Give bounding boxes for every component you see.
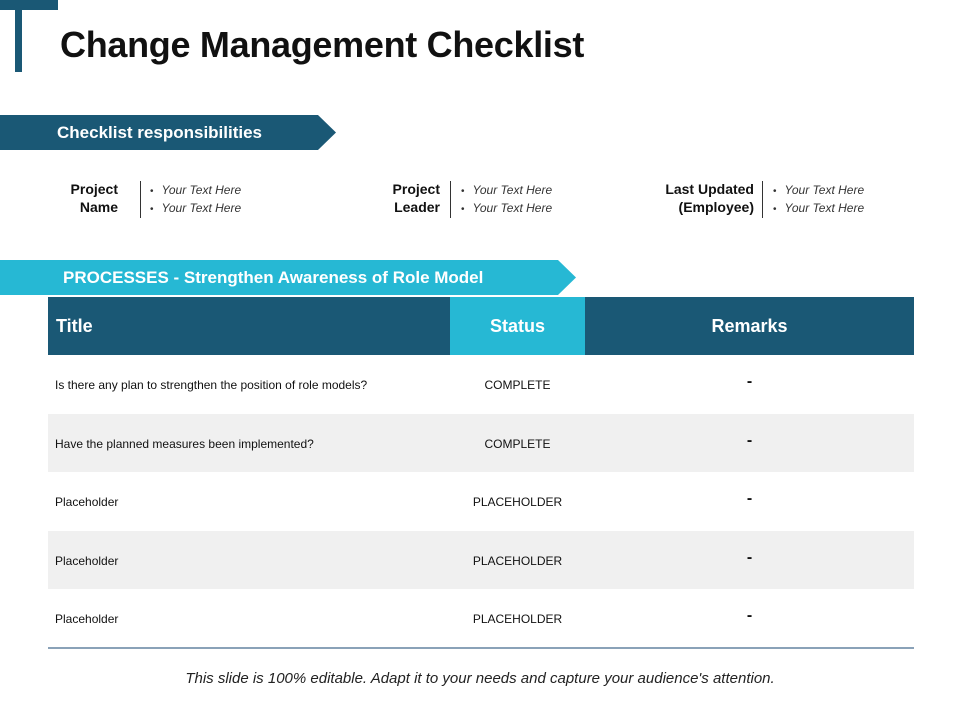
table-row (48, 355, 914, 414)
resp-divider (762, 181, 763, 218)
table-bottom-rule (48, 647, 914, 649)
resp-group-project-leader (360, 180, 620, 220)
table-row (48, 531, 914, 590)
cell-status: PLACEHOLDER (472, 612, 563, 627)
header-remarks: Remarks (585, 297, 914, 355)
resp-list (773, 182, 864, 218)
resp-item: • Your Text Here (150, 182, 241, 200)
cell-remark: - (746, 373, 753, 390)
corner-logo-mark (0, 0, 60, 75)
resp-list (461, 182, 552, 218)
resp-list (150, 182, 241, 218)
cell-remark: - (746, 490, 753, 508)
resp-item: • Your Text Here (773, 200, 864, 218)
resp-divider (140, 181, 141, 218)
resp-item: • Your Text Here (461, 200, 552, 218)
table-header (48, 297, 914, 355)
cell-remark: - (746, 607, 753, 625)
resp-item: • Your Text Here (461, 182, 552, 200)
cell-title: Placeholder (55, 553, 119, 568)
table-row (48, 472, 914, 531)
cell-title: Placeholder (55, 495, 119, 510)
process-table (48, 297, 914, 648)
resp-label: Project Name (70, 181, 118, 215)
cell-title: Is there any plan to strengthen the position of role models? (55, 378, 368, 392)
cell-status: COMPLETE (484, 378, 551, 392)
cell-remark: - (746, 548, 753, 566)
cell-remark: - (746, 431, 753, 449)
resp-group-project-name (40, 180, 300, 220)
processes-banner-label: PROCESSES - Strengthen Awareness of Role Model (63, 268, 484, 287)
resp-item: • Your Text Here (773, 182, 864, 200)
resp-label: Project Leader (392, 181, 440, 215)
checklist-responsibilities-banner (0, 115, 336, 150)
cell-status: COMPLETE (484, 436, 551, 451)
footer-note: This slide is 100% editable. Adapt it to your needs and capture your audience's attention. (185, 670, 775, 687)
resp-divider (450, 181, 451, 218)
cell-title: Have the planned measures been implemented? (55, 436, 314, 451)
cell-title: Placeholder (55, 612, 119, 627)
cell-status: PLACEHOLDER (472, 495, 563, 510)
checklist-responsibilities-label: Checklist responsibilities (57, 123, 263, 142)
resp-label: Last Updated (Employee) (665, 181, 754, 215)
header-status: Status (450, 297, 585, 355)
processes-banner (0, 260, 576, 295)
cell-status: PLACEHOLDER (472, 553, 563, 568)
table-row (48, 589, 914, 648)
resp-group-last-updated (620, 180, 920, 220)
resp-item: • Your Text Here (150, 200, 241, 218)
page-title: Change Management Checklist (60, 24, 585, 65)
table-row (48, 414, 914, 473)
header-title: Title (48, 297, 450, 355)
